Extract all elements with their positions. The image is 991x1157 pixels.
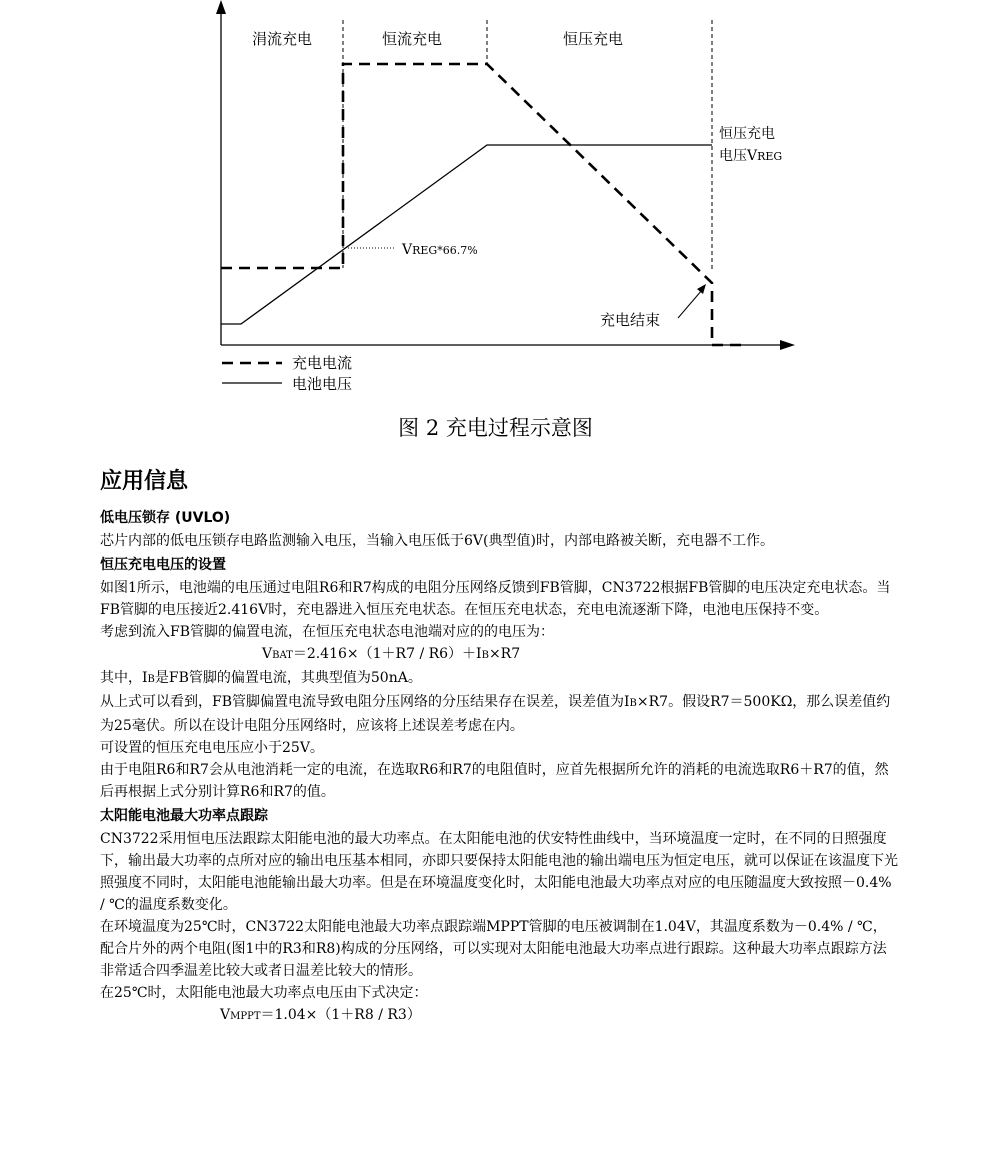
cv-paragraph-3: 其中，IB是FB管脚的偏置电流，其典型值为50nA。	[100, 670, 422, 686]
cv-paragraph-4: 从上式可以看到，FB管脚偏置电流导致电阻分压网络的分压结果存在误差，误差值为IB×R7。假设R7＝500KΩ，那么误差值约为25毫伏。所以在设计电阻分压网络时，应该将上述误差考虑在内。	[100, 694, 891, 734]
legend-current-label: 充电电流	[292, 354, 353, 372]
uvlo-text: 芯片内部的低电压锁存电路监测输入电压，当输入电压低于6V(典型值)时，内部电路被关断，充电器不工作。	[100, 533, 774, 549]
region-cc-label: 恒流充电	[382, 30, 443, 48]
mppt-paragraph-3: 在25℃时，太阳能电池最大功率点电压由下式决定：	[100, 985, 428, 1001]
region-trickle-label: 涓流充电	[252, 30, 313, 48]
cv-heading: 恒压充电电压的设置	[100, 557, 226, 573]
section-title: 应用信息	[100, 469, 189, 494]
vreg-label-line2: 电压VREG	[719, 148, 783, 164]
uvlo-heading: 低电压锁存 (UVLO)	[100, 510, 231, 526]
vreg-label-line1: 恒压充电	[719, 126, 775, 142]
y-axis-arrow	[216, 0, 226, 14]
cv-paragraph-6: 由于电阻R6和R7会从电池消耗一定的电流，在选取R6和R7的电阻值时，应首先根据所允许的消耗的电流选取R6＋R7的值，然后再根据上式分别计算R6和R7的值。	[100, 762, 889, 800]
battery-voltage-curve	[221, 145, 712, 324]
threshold-label: VREG*66.7%	[402, 242, 478, 258]
charging-process-figure	[0, 0, 991, 410]
legend-voltage-label: 电池电压	[292, 375, 353, 393]
mppt-heading: 太阳能电池最大功率点跟踪	[100, 808, 268, 824]
charging-current-curve	[221, 64, 745, 345]
figure-caption: 图 2 充电过程示意图	[398, 416, 593, 440]
region-cv-label: 恒压充电	[563, 30, 624, 48]
end-pointer	[678, 290, 702, 318]
mppt-paragraph-1: CN3722采用恒电压法跟踪太阳能电池的最大功率点。在太阳能电池的伏安特性曲线中，当环境温度一定时，在不同的日照强度下，输出最大功率的点所对应的输出电压基本相同，亦即只要保持太阳能电池的输出端电压为恒定电压，就可以保证在该温度下光照强度不同时，太阳能电池能输出最大功率。但是在环境温度变化时，太阳能电池最大功率点对应的电压随温度大致按照－0.4% / ℃的温度系数变化。	[100, 831, 898, 913]
end-pointer-arrowhead	[697, 284, 706, 294]
end-of-charge-label: 充电结束	[600, 311, 661, 329]
vmppt-formula: VMPPT＝1.04×（1＋R8 / R3）	[220, 1007, 421, 1023]
mppt-paragraph-2: 在环境温度为25℃时，CN3722太阳能电池最大功率点跟踪端MPPT管脚的电压被调制在1.04V，其温度系数为－0.4% / ℃，配合片外的两个电阻(图1中的R3和R8)构成的分压网络，可以实现对太阳能电池最大功率点进行跟踪。这种最大功率点跟踪方法非常适合四季温差比较大或者日温差比较大的情形。	[100, 919, 887, 979]
cv-paragraph-5: 可设置的恒压充电电压应小于25V。	[100, 740, 324, 756]
cv-paragraph-1: 如图1所示，电池端的电压通过电阻R6和R7构成的电阻分压网络反馈到FB管脚，CN3722根据FB管脚的电压决定充电状态。当FB管脚的电压接近2.416V时，充电器进入恒压充电状态。在恒压充电状态，充电电流逐渐下降，电池电压保持不变。	[100, 580, 891, 618]
x-axis-arrow	[780, 340, 795, 350]
vbat-formula: VBAT＝2.416×（1＋R7 / R6）＋IB×R7	[262, 646, 521, 662]
cv-paragraph-2: 考虑到流入FB管脚的偏置电流，在恒压充电状态电池端对应的的电压为：	[100, 624, 555, 640]
application-info-section	[100, 464, 900, 1028]
